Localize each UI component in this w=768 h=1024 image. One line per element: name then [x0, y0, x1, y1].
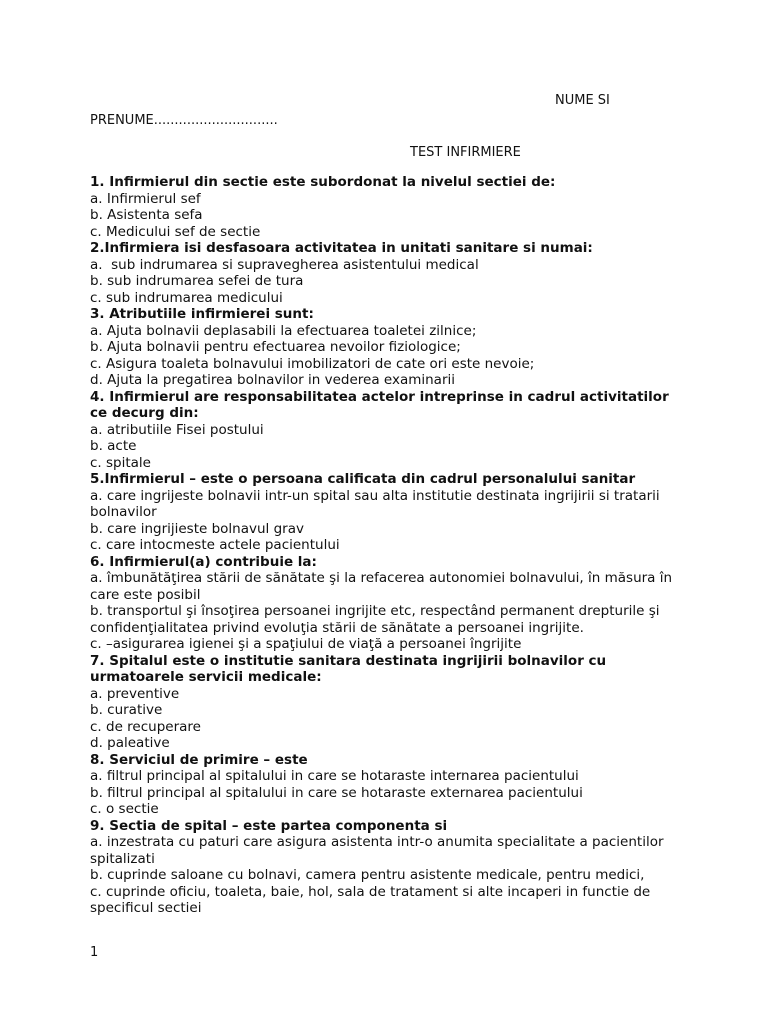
answer-option: c. Asigura toaleta bolnavului imobilizatori de cate ori este nevoie;	[90, 355, 535, 372]
answer-option: a. Ajuta bolnavii deplasabili la efectuarea toaletei zilnice;	[90, 322, 477, 339]
answer-option: b. care ingrijieste bolnavul grav	[90, 520, 304, 537]
question-1: 1. Infirmierul din sectie este subordonat la nivelul sectiei de:	[90, 174, 556, 190]
answer-option: c. care intocmeste actele pacientului	[90, 537, 340, 553]
answer-option: b. Asistenta sefa	[90, 207, 203, 223]
questions-list	[90, 174, 690, 917]
answer-option: b. Ajuta bolnavii pentru efectuarea nevoilor fiziologice;	[90, 339, 461, 355]
question-4: 4. Infirmierul are responsabilitatea actelor intreprinse in cadrul activitatilor ce decurg din:	[90, 388, 669, 421]
answer-option: c. sub indrumarea medicului	[90, 289, 283, 306]
answer-option: a. îmbunătăţirea stării de sănătate şi la refacerea autonomiei bolnavului, în măsura în care este posibil	[90, 570, 673, 603]
answer-option: c. o sectie	[90, 801, 159, 817]
name-label: NUME SI	[555, 93, 610, 108]
answer-option: b. sub indrumarea sefei de tura	[90, 273, 304, 289]
answer-option: c. spitale	[90, 454, 151, 471]
answer-option: b. curative	[90, 702, 163, 718]
answer-option: c. de recuperare	[90, 718, 201, 735]
question-6: 6. Infirmierul(a) contribuie la:	[90, 553, 317, 570]
answer-option: a. filtrul principal al spitalului in care se hotaraste internarea pacientului	[90, 768, 579, 784]
document-title: TEST INFIRMIERE	[410, 145, 521, 160]
question-9: 9. Sectia de spital – este partea componenta si	[90, 817, 448, 834]
question-3: 3. Atributiile infirmierei sunt:	[90, 306, 314, 322]
question-5: 5.Infirmierul – este o persoana calificata din cadrul personalului sanitar	[90, 471, 636, 487]
answer-option: b. acte	[90, 438, 137, 454]
answer-option: a. atributiile Fisei postului	[90, 421, 264, 438]
question-2: 2.Infirmiera isi desfasoara activitatea in unitati sanitare si numai:	[90, 240, 593, 256]
answer-option: d. paleative	[90, 735, 170, 751]
answer-option: d. Ajuta la pregatirea bolnavilor in vederea examinarii	[90, 372, 456, 388]
answer-option: a. preventive	[90, 685, 180, 702]
answer-option: a. care ingrijeste bolnavii intr-un spital sau alta institutie destinata ingrijirii si tratarii bolnavilor	[90, 487, 660, 520]
answer-option: c. –asigurarea igienei şi a spaţiului de viaţă a persoanei îngrijite	[90, 636, 522, 652]
answer-option: a. inzestrata cu paturi care asigura asistenta intr-o anumita specialitate a pacientilor spitalizati	[90, 834, 664, 867]
surname-label: PRENUME..............................	[90, 113, 278, 128]
answer-option: a. sub indrumarea si supravegherea asistentului medical	[90, 256, 479, 273]
answer-option: b. filtrul principal al spitalului in care se hotaraste externarea pacientului	[90, 784, 583, 801]
answer-option: b. cuprinde saloane cu bolnavi, camera pentru asistente medicale, pentru medici,	[90, 867, 645, 883]
answer-option: c. cuprinde oficiu, toaleta, baie, hol, sala de tratament si alte incaperi in functie de specificul sectiei	[90, 883, 651, 916]
answer-option: a. Infirmierul sef	[90, 190, 201, 207]
page-number: 1	[90, 945, 99, 960]
answer-option: c. Medicului sef de sectie	[90, 223, 261, 240]
question-7: 7. Spitalul este o institutie sanitara destinata ingrijirii bolnavilor cu urmatoarele servicii medicale:	[90, 652, 607, 685]
answer-option: b. transportul şi însoţirea persoanei ingrijite etc, respectând permanent drepturile şi confidenţialitatea privind evoluţia stării de sănătate a persoanei ingrijite.	[90, 603, 660, 636]
question-8: 8. Serviciul de primire – este	[90, 751, 308, 768]
